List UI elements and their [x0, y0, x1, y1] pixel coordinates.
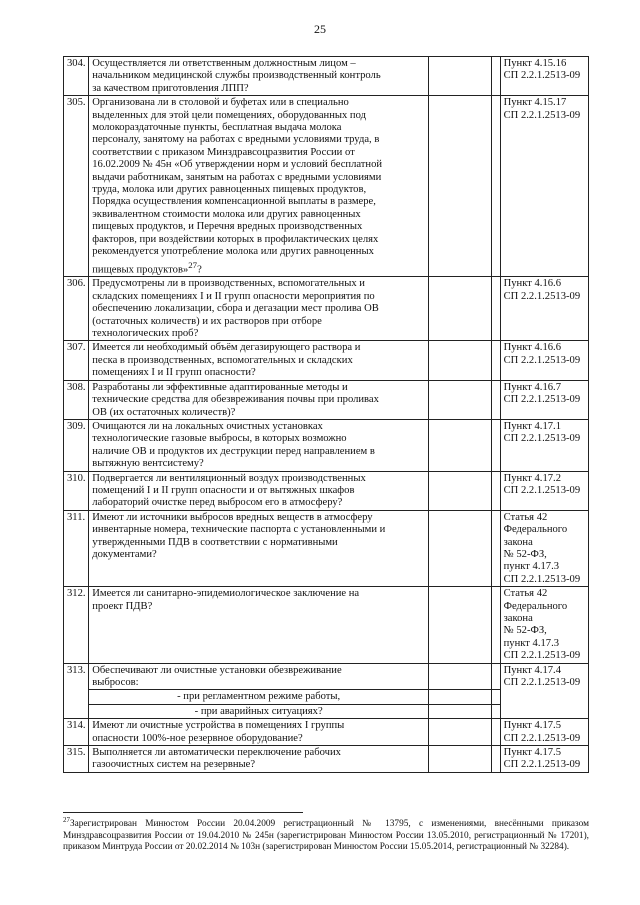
reference-text: Пункт 4.17.5 СП 2.2.1.2513-09 — [503, 720, 581, 744]
answer-cell — [429, 419, 492, 471]
row-number-text: 309. — [67, 420, 86, 432]
question-cell — [89, 510, 429, 586]
question-text: Имеют ли источники выбросов вредных веществ в атмосферу инвентарные номера, технические паспорта с установленными и утвержденными ПДВ в соответствии с нормативными документами? — [92, 511, 386, 560]
row-number-text: 310. — [67, 472, 86, 484]
checklist-table — [63, 56, 589, 773]
mark-cell — [492, 419, 500, 471]
mark-cell — [492, 663, 500, 690]
answer-cell — [429, 96, 492, 277]
checklist-row — [64, 587, 589, 663]
reference-cell — [500, 57, 588, 96]
reference-text: Пункт 4.17.4 СП 2.2.1.2513-09 — [503, 664, 581, 689]
mark-cell — [492, 719, 500, 746]
row-number-text: 305. — [67, 97, 86, 109]
question-cell — [89, 587, 429, 663]
question-text: Осуществляется ли ответственным должностным лицом – начальником медицинской службы производственный контроль за качеством приготовления ЛПП? — [92, 58, 381, 94]
row-number — [64, 419, 89, 471]
reference-text: Пункт 4.16.7 СП 2.2.1.2513-09 — [503, 381, 581, 406]
mark-cell — [492, 380, 500, 419]
row-number — [64, 587, 89, 663]
footnote-marker: 27 — [63, 816, 70, 824]
row-number-text: 306. — [67, 278, 86, 290]
row-number — [64, 380, 89, 419]
checklist-row — [64, 277, 589, 341]
row-number — [64, 510, 89, 586]
reference-cell — [500, 96, 588, 277]
checklist-row — [64, 471, 589, 510]
answer-cell — [429, 587, 492, 663]
question-tail: ? — [197, 264, 202, 276]
question-cell — [89, 419, 429, 471]
footnote-text: Зарегистрирован Минюстом России 20.04.2009 регистрационный № 13795, с изменениями, внесёнными приказом Минздравсоцразвития России от 19.04.2010 № 245н (зарегистрирован Минюстом России 13.05.2010, регистрационный № 17201), приказом Минтруда России от 20.02.2014 № 103н (зарегистрирован Минюстом России 15.05.2014, регистрационный № 32284). — [63, 819, 589, 853]
reference-cell — [500, 719, 588, 746]
checklist-row — [64, 380, 589, 419]
subquestion-text: - при аварийных ситуациях? — [194, 705, 323, 717]
mark-cell — [492, 96, 500, 277]
checklist-row — [64, 341, 589, 380]
reference-text: Пункт 4.16.6 СП 2.2.1.2513-09 — [503, 342, 581, 366]
checklist-row — [64, 719, 589, 746]
answer-cell — [429, 746, 492, 773]
answer-cell — [429, 663, 492, 690]
question-cell — [89, 380, 429, 419]
reference-cell — [500, 341, 588, 380]
checklist-row — [64, 419, 589, 471]
mark-cell — [492, 471, 500, 510]
answer-cell — [429, 277, 492, 341]
row-number-text: 315. — [67, 747, 86, 759]
question-cell — [89, 663, 429, 690]
mark-cell — [492, 746, 500, 773]
page-number: 25 — [314, 22, 326, 36]
answer-cell — [429, 380, 492, 419]
row-number — [64, 96, 89, 277]
question-text: Разработаны ли эффективные адаптированные методы и технические средства для обезвреживания почвы при проливах ОВ (их остаточных количеств)? — [92, 381, 379, 418]
mark-cell — [492, 704, 500, 718]
answer-cell — [429, 690, 492, 704]
checklist-row — [64, 57, 589, 96]
question-text: Подвергается ли вентиляционный воздух производственных помещений I и II групп опасности и от вытяжных шкафов лабораторий очистке перед выбросом его в атмосферу? — [92, 472, 366, 509]
reference-cell — [500, 663, 588, 719]
checklist-body — [64, 57, 589, 773]
question-text: Имеют ли очистные устройства в помещениях I группы опасности 100%-ное резервное оборудование? — [92, 720, 345, 744]
subquestion-cell — [89, 704, 429, 718]
subquestion-text: - при регламентном режиме работы, — [177, 691, 341, 703]
row-number-text: 311. — [67, 511, 86, 523]
question-text: Имеется ли санитарно-эпидемиологическое заключение на проект ПДВ? — [92, 588, 360, 612]
row-number — [64, 341, 89, 380]
question-cell — [89, 719, 429, 746]
answer-cell — [429, 719, 492, 746]
reference-cell — [500, 419, 588, 471]
answer-cell — [429, 471, 492, 510]
answer-cell — [429, 704, 492, 718]
answer-cell — [429, 341, 492, 380]
mark-cell — [492, 57, 500, 96]
mark-cell — [492, 587, 500, 663]
subquestion-cell — [89, 690, 429, 704]
row-number-text: 314. — [67, 720, 86, 732]
reference-cell — [500, 746, 588, 773]
question-cell — [89, 341, 429, 380]
question-cell — [89, 57, 429, 96]
checklist-row — [64, 96, 589, 277]
row-number-text: 308. — [67, 381, 86, 393]
reference-text: Пункт 4.15.17 СП 2.2.1.2513-09 — [503, 97, 581, 121]
reference-text: Пункт 4.16.6 СП 2.2.1.2513-09 — [503, 278, 581, 302]
question-text: Предусмотрены ли в производственных, вспомогательных и складских помещениях I и II групп опасности мероприятия по обеспечению локализации, сбора и дегазации мест пролива ОВ (остаточных количеств) и их растворов при отборе технологических проб? — [92, 278, 379, 340]
question-cell — [89, 746, 429, 773]
question-text: Обеспечивают ли очистные установки обезвреживание выбросов: — [92, 664, 342, 689]
mark-cell — [492, 510, 500, 586]
row-number-text: 313. — [67, 664, 86, 676]
answer-cell — [429, 57, 492, 96]
reference-cell — [500, 277, 588, 341]
mark-cell — [492, 277, 500, 341]
checklist-row — [64, 663, 589, 690]
row-number — [64, 663, 89, 719]
row-number — [64, 57, 89, 96]
reference-cell — [500, 471, 588, 510]
row-number-text: 312. — [67, 588, 86, 600]
reference-text: Пункт 4.17.5 СП 2.2.1.2513-09 — [503, 747, 581, 771]
row-number — [64, 746, 89, 773]
answer-cell — [429, 510, 492, 586]
reference-cell — [500, 380, 588, 419]
mark-cell — [492, 690, 500, 704]
reference-text: Пункт 4.17.2 СП 2.2.1.2513-09 — [503, 472, 581, 496]
question-footnote-ref: 27 — [188, 259, 198, 270]
footnote-divider — [63, 812, 303, 813]
row-number — [64, 277, 89, 341]
footnote — [63, 815, 589, 854]
checklist-row — [64, 510, 589, 586]
reference-cell — [500, 587, 588, 663]
question-text: Очищаются ли на локальных очистных установках технологические газовые выбросы, в которых возможно наличие ОВ и продуктов их деструкции перед направлением в вытяжную вентсистему? — [92, 420, 375, 470]
reference-text: Пункт 4.17.1 СП 2.2.1.2513-09 — [503, 420, 581, 445]
question-cell — [89, 471, 429, 510]
row-number-text: 307. — [67, 342, 86, 354]
question-cell — [89, 277, 429, 341]
question-text: Организована ли в столовой и буфетах или в специально выделенных для этой цели помещениях, оборудованных под молокораздаточные пункты, бесплатная выдача молока персоналу, занятому на работах с вредными условиями труда, в соответствии с приказом Минздравсоцразвития России от 16.02.2009 № 45н «Об утверждении норм и условий бесплатной выдачи работникам, занятым на работах с вредными условиями труда, молока или других равноценных пищевых продуктов, Порядка осуществления компенсационной выплаты в размере, эквивалентном стоимости молока или других равноценных пищевых продуктов, и Перечня вредных производственных факторов, при воздействии которых в профилактических целях рекомендуется употребление молока или других равноценных пищевых продуктов» — [92, 97, 383, 276]
reference-text: Пункт 4.15.16 СП 2.2.1.2513-09 — [503, 58, 581, 82]
question-text: Имеется ли необходимый объём дегазирующего раствора и песка в производственных, вспомогательных и складских помещениях I и II групп опасности? — [92, 342, 361, 379]
reference-text: Статья 42 Федерального закона № 52-ФЗ, пункт 4.17.3 СП 2.2.1.2513-09 — [503, 511, 581, 585]
checklist-row — [64, 746, 589, 773]
reference-cell — [500, 510, 588, 586]
row-number — [64, 471, 89, 510]
question-text: Выполняется ли автоматически переключение рабочих газоочистных систем на резервные? — [92, 747, 341, 771]
reference-text: Статья 42 Федерального закона № 52-ФЗ, пункт 4.17.3 СП 2.2.1.2513-09 — [503, 588, 581, 662]
question-cell — [89, 96, 429, 277]
row-number-text: 304. — [67, 58, 86, 69]
row-number — [64, 719, 89, 746]
mark-cell — [492, 341, 500, 380]
